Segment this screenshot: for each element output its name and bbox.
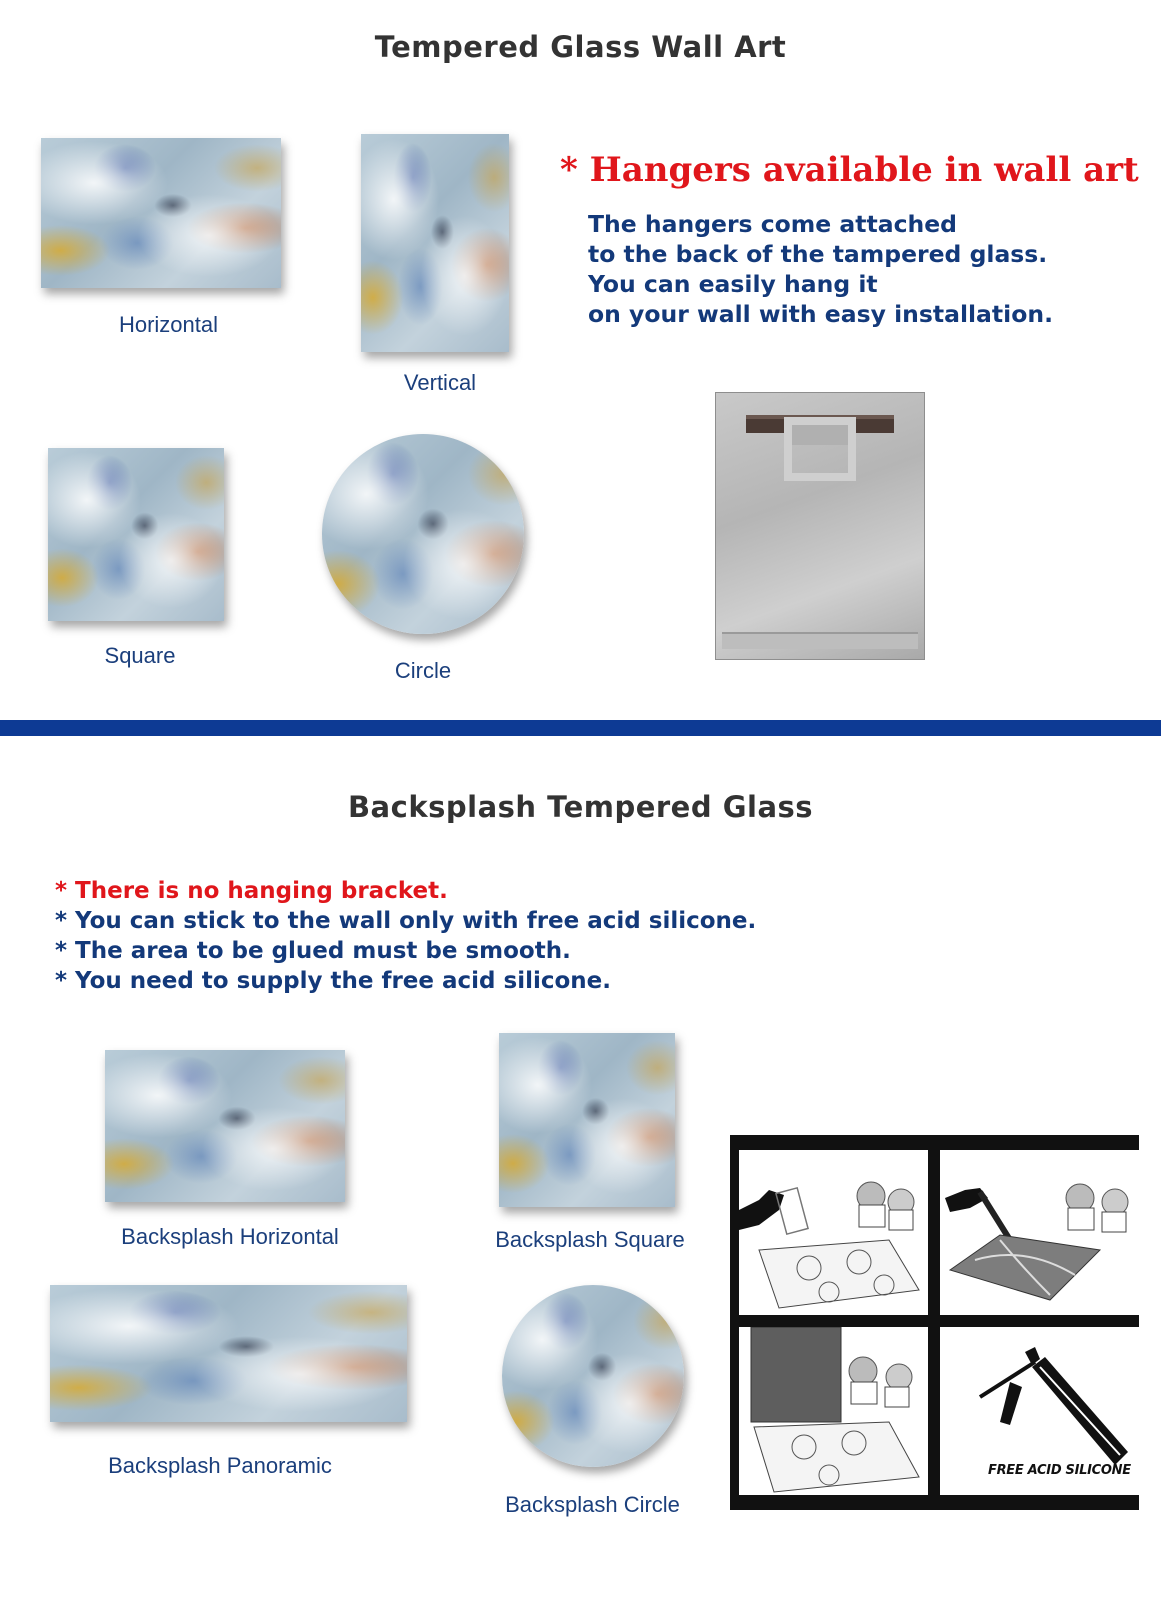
note-silicone: * You can stick to the wall only with free acid silicone. (55, 908, 757, 934)
silicone-gun-apply-icon (940, 1150, 1139, 1315)
hangers-line: The hangers come attached (588, 210, 958, 238)
backsplash-horizontal-image (105, 1050, 345, 1202)
caption-vertical: Vertical (403, 370, 477, 395)
backsplash-circle-image (502, 1285, 684, 1467)
backsplash-square-image (499, 1033, 675, 1207)
installation-step-4 (940, 1327, 1139, 1495)
note-supply-silicone: * You need to supply the free acid silicone. (55, 968, 612, 994)
hangers-line: to the back of the tampered glass. (588, 240, 1048, 268)
caption-square: Square (104, 643, 176, 668)
hangers-line: You can easily hang it (588, 270, 878, 298)
artwork-square-image (48, 448, 224, 621)
installed-backsplash-icon (739, 1327, 928, 1495)
section-divider (0, 720, 1161, 736)
note-no-bracket: * There is no hanging bracket. (55, 878, 448, 904)
backsplash-panoramic-image (50, 1285, 407, 1422)
hand-holding-glass-icon (739, 1150, 928, 1315)
artwork-vertical-image (361, 134, 509, 352)
installation-step-3 (739, 1327, 928, 1495)
artwork-horizontal-image (41, 138, 281, 288)
caption-backsplash-circle: Backsplash Circle (505, 1492, 680, 1517)
hangers-line: on your wall with easy installation. (588, 300, 1053, 328)
hanger-bracket-icon (716, 393, 924, 659)
artwork-circle-image (322, 434, 524, 634)
installation-illustration (730, 1135, 1139, 1510)
caption-backsplash-panoramic: Backsplash Panoramic (108, 1453, 332, 1478)
backsplash-title: Backsplash Tempered Glass (347, 790, 814, 824)
installation-step-2 (940, 1150, 1139, 1315)
hanger-bracket-image (715, 392, 925, 660)
backsplash-notes (55, 876, 756, 996)
note-smooth-area: * The area to be glued must be smooth. (55, 938, 571, 964)
wall-art-title: Tempered Glass Wall Art (374, 30, 787, 64)
caption-circle: Circle (394, 658, 452, 683)
caption-backsplash-square: Backsplash Square (495, 1227, 685, 1252)
caption-horizontal: Horizontal (118, 312, 219, 337)
hangers-description (588, 209, 1053, 329)
hangers-heading: * Hangers available in wall art (560, 150, 1139, 190)
free-acid-silicone-label: FREE ACID SILICONE (988, 1463, 1131, 1478)
caption-backsplash-horizontal: Backsplash Horizontal (121, 1224, 339, 1249)
installation-step-1 (739, 1150, 928, 1315)
